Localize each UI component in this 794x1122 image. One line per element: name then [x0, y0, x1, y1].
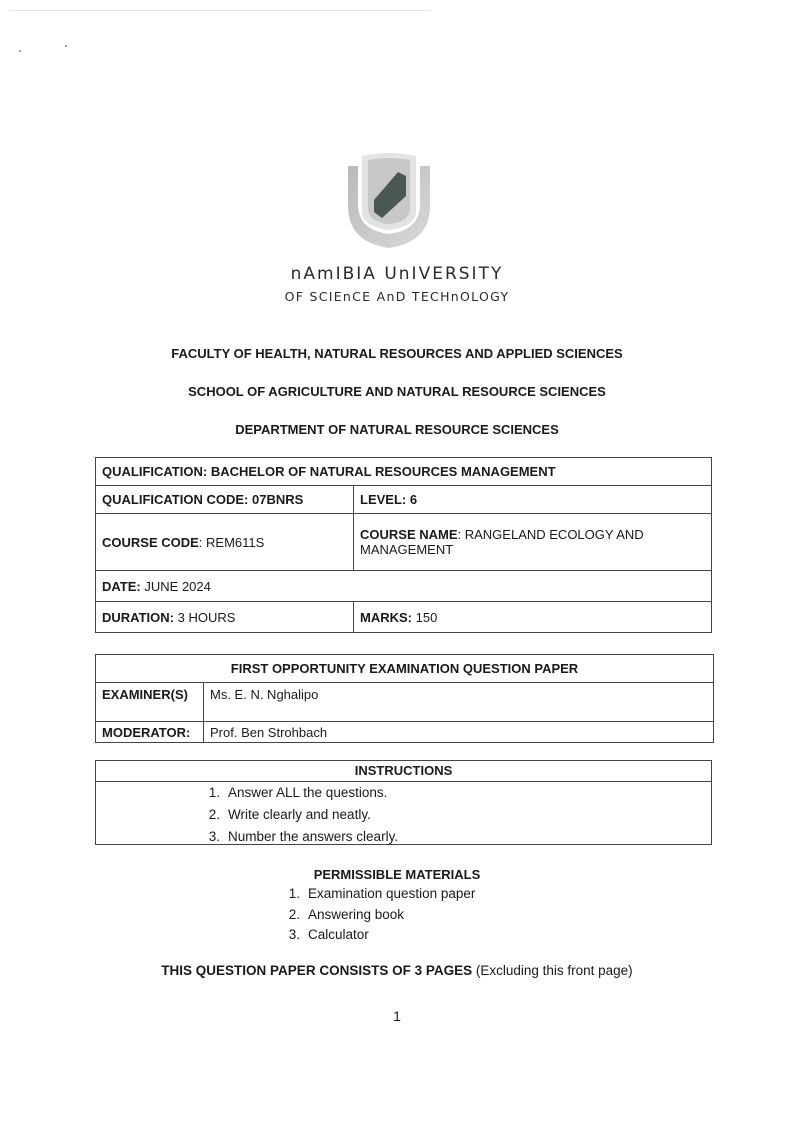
level-cell: [354, 486, 712, 514]
duration-label: DURATION:: [102, 609, 174, 625]
faculty-heading: FACULTY OF HEALTH, NATURAL RESOURCES AND APPLIED SCIENCES: [171, 346, 623, 361]
qualification-table: [95, 457, 712, 633]
list-item-text: Answering book: [308, 906, 405, 922]
course-code-label: COURSE CODE: [102, 534, 199, 550]
marks-cell: [354, 602, 712, 633]
list-item: [276, 884, 475, 905]
list-item: [276, 905, 475, 926]
moderator-label: MODERATOR:: [96, 722, 204, 743]
examiner-value: Ms. E. N. Nghalipo: [204, 683, 714, 722]
instructions-list: [96, 782, 711, 848]
university-name: nAmIBIA UnIVERSITY: [290, 264, 504, 284]
duration-cell: [96, 602, 354, 633]
moderator-value: Prof. Ben Strohbach: [204, 722, 714, 743]
exam-title: FIRST OPPORTUNITY EXAMINATION QUESTION PAPER: [96, 655, 714, 683]
qualification-code-value: 07BNRS: [251, 492, 304, 507]
page-count-rest: (Excluding this front page): [472, 963, 633, 978]
marks-label: MARKS:: [360, 609, 412, 625]
list-item-number: 1.: [288, 886, 300, 901]
qualification-value: BACHELOR OF NATURAL RESOURCES MANAGEMENT: [210, 464, 556, 479]
qualification-code-label: QUALIFICATION CODE:: [102, 492, 249, 507]
list-item-text: Answer ALL the questions.: [228, 785, 388, 800]
date-value: JUNE 2024: [144, 578, 211, 594]
list-item: [196, 804, 711, 826]
list-item-text: Write clearly and neatly.: [228, 807, 371, 822]
scan-speck: [19, 50, 21, 52]
course-code-cell: [96, 514, 354, 571]
list-item-number: 2.: [208, 807, 220, 822]
marks-value: 150: [415, 609, 438, 625]
instructions-box: [95, 760, 712, 845]
level-value: 6: [409, 492, 418, 507]
list-item-text: Examination question paper: [308, 886, 476, 901]
date-cell: [96, 571, 712, 602]
permissible-list: [276, 884, 475, 946]
university-subtitle: OF SCIEnCE AnD TECHnOLOGY: [284, 289, 510, 304]
duration-value: 3 HOURS: [177, 609, 236, 625]
school-heading: SCHOOL OF AGRICULTURE AND NATURAL RESOURCE SCIENCES: [188, 384, 606, 399]
examiner-label: EXAMINER(S): [96, 683, 204, 722]
list-item: [276, 925, 475, 946]
instructions-title: INSTRUCTIONS: [96, 761, 711, 782]
list-item: [196, 826, 711, 848]
list-item: [196, 782, 711, 804]
course-name-label: COURSE NAME: [360, 527, 458, 542]
course-name-cell: [354, 514, 712, 571]
nust-shield-logo-icon: [344, 152, 434, 248]
list-item-number: 1.: [208, 785, 220, 800]
date-label: DATE:: [102, 578, 141, 594]
list-item-number: 3.: [288, 927, 300, 942]
exam-table: [95, 654, 714, 743]
course-code-value: : REM611S: [198, 534, 265, 550]
permissible-title: PERMISSIBLE MATERIALS: [313, 867, 481, 882]
scan-artifact-line: [10, 10, 430, 11]
qualification-cell: [96, 458, 712, 486]
scan-speck: [65, 45, 67, 47]
level-label: LEVEL:: [360, 492, 407, 507]
department-heading: DEPARTMENT OF NATURAL RESOURCE SCIENCES: [235, 422, 559, 437]
qualification-label: QUALIFICATION:: [102, 464, 208, 479]
page-count-note: [0, 963, 794, 978]
qualification-code-cell: [96, 486, 354, 514]
page-count-bold: THIS QUESTION PAPER CONSISTS OF 3 PAGES: [161, 963, 473, 978]
course-name-value: : RANGELAND ECOLOGY AND MANAGEMENT: [360, 527, 644, 557]
list-item-text: Calculator: [308, 927, 369, 942]
list-item-number: 3.: [208, 829, 220, 844]
page-number: 1: [393, 1008, 401, 1024]
list-item-number: 2.: [288, 906, 300, 922]
list-item-text: Number the answers clearly.: [228, 829, 399, 844]
